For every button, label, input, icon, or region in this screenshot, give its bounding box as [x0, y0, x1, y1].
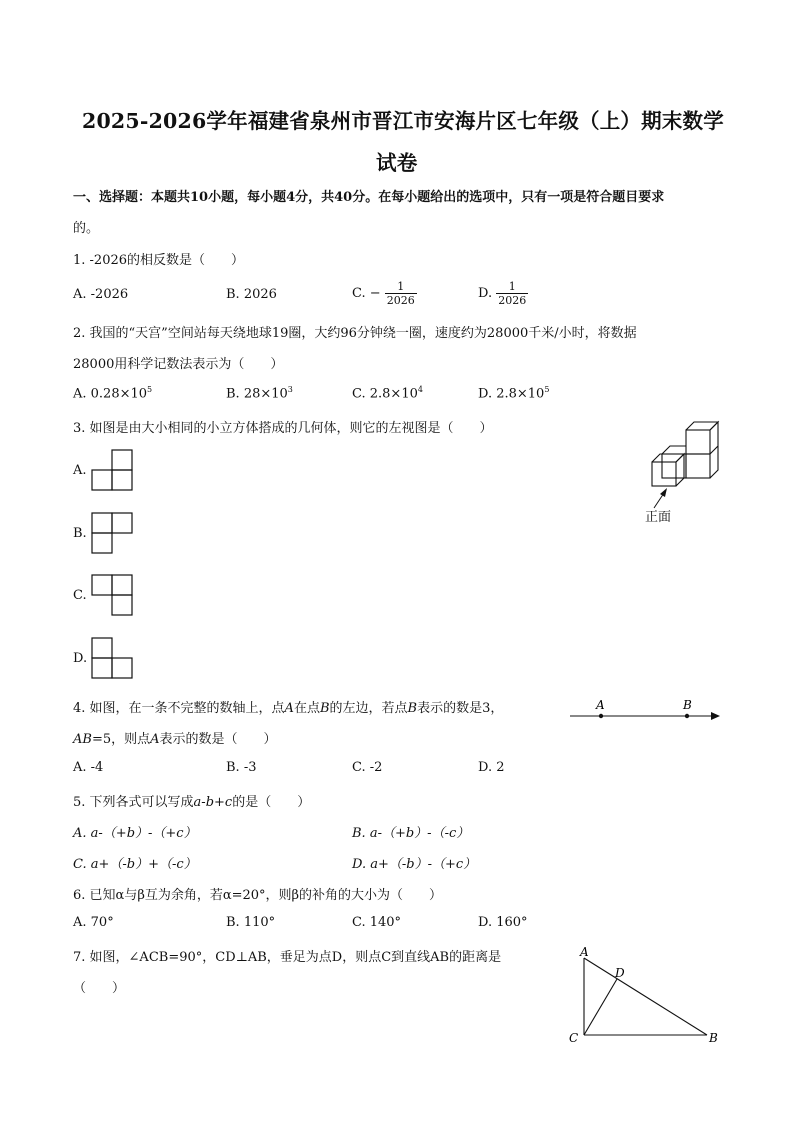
- question-4-line1: [73, 697, 503, 716]
- q1-option-a: A. -2026: [73, 287, 129, 302]
- q3-option-b-label: B.: [73, 526, 87, 541]
- q4-point-b: B: [319, 701, 330, 716]
- q5-stem-part2: 的是（ ）: [232, 795, 311, 810]
- question-7-line1: 7. 如图，∠ACB=90°，CD⊥AB，垂足为点D，则点C到直线AB的距离是: [73, 950, 502, 965]
- q3-front-view-label: 正面: [645, 510, 672, 525]
- q4-option-a: A. -4: [73, 760, 104, 775]
- q4-point-a-2: A: [150, 732, 160, 747]
- q5-stem-part1: 5. 下列各式可以写成: [73, 795, 194, 810]
- fraction-denominator: 2026: [386, 294, 415, 307]
- q1-option-d: [478, 280, 528, 307]
- q1-option-d-prefix: D.: [478, 286, 497, 301]
- q4-option-d: D. 2: [478, 760, 505, 775]
- fraction-numerator: 1: [397, 280, 405, 293]
- q4-option-b: B. -3: [226, 760, 257, 775]
- q5-option-d: D. a+（-b）-（+c）: [352, 857, 477, 872]
- question-1-stem: 1. -2026的相反数是（ ）: [73, 253, 245, 268]
- section-heading: 一、选择题：本题共10小题，每小题4分，共40分。在每小题给出的选项中，只有一项是符合题目要求: [73, 190, 665, 205]
- q3-option-c-label: C.: [73, 588, 87, 603]
- q2-option-c: [352, 385, 423, 401]
- q1-option-c-prefix: C. −: [352, 286, 381, 301]
- triangle-label-d: D: [615, 966, 625, 980]
- question-5-stem: [73, 791, 310, 810]
- q1-option-c: [352, 280, 417, 307]
- q3-option-a-label: A.: [73, 463, 87, 478]
- q4-line2-part2: 表示的数是（ ）: [159, 732, 277, 747]
- q6-option-d: D. 160°: [478, 915, 528, 930]
- q2-option-a-base: A. 0.28×10: [73, 386, 148, 402]
- q2-option-a: [73, 385, 152, 401]
- q4-line1-part2: 在点: [293, 701, 320, 716]
- q4-line1-part4: 表示的数是3，: [417, 701, 504, 716]
- q2-option-d: [478, 385, 549, 401]
- q1-option-c-fraction: [385, 280, 417, 307]
- fraction-numerator: 1: [508, 280, 516, 293]
- q6-option-c: C. 140°: [352, 915, 402, 930]
- question-6-stem: 6. 已知α与β互为余角，若α=20°，则β的补角的大小为（ ）: [73, 888, 443, 903]
- q1-option-b: B. 2026: [226, 287, 277, 302]
- page-title-line2: 试卷: [376, 151, 418, 175]
- q4-option-c: C. -2: [352, 760, 383, 775]
- q3-option-a-figure: [91, 449, 135, 493]
- q4-number-line-figure: [566, 694, 726, 724]
- point-b-dot: [685, 714, 689, 718]
- point-a-dot: [599, 714, 603, 718]
- q4-segment-ab: AB: [73, 732, 92, 747]
- q6-option-b: B. 110°: [226, 915, 276, 930]
- q5-stem-expression: a-b+c: [193, 795, 233, 810]
- q4-line2-part1: =5，则点: [91, 732, 151, 747]
- question-2-line1: 2. 我国的“天宫”空间站每天绕地球19圈，大约96分钟绕一圈，速度约为28000千米/小时，将数据: [73, 326, 637, 341]
- q2-option-d-exponent: 5: [544, 385, 550, 394]
- q5-option-a: A. a-（+b）-（+c）: [73, 826, 197, 841]
- q2-option-b: [226, 385, 293, 401]
- q1-option-d-fraction: [496, 280, 528, 307]
- q2-option-a-exponent: 5: [147, 385, 153, 394]
- q2-option-d-base: D. 2.8×10: [478, 386, 545, 402]
- q4-line1-part3: 的左边，若点: [329, 701, 408, 716]
- question-3-stem: 3. 如图是由大小相同的小立方体搭成的几何体，则它的左视图是（ ）: [73, 421, 493, 436]
- number-line-label-b: B: [683, 698, 692, 712]
- q4-point-a: A: [284, 701, 294, 716]
- fraction-denominator: 2026: [498, 294, 527, 307]
- q2-option-b-exponent: 3: [287, 385, 293, 394]
- q3-option-d-figure: [91, 637, 135, 681]
- q3-option-b-figure: [91, 512, 135, 556]
- triangle-label-a: A: [580, 945, 589, 959]
- question-7-line2: （ ）: [73, 981, 126, 996]
- q7-triangle-figure: [563, 944, 729, 1048]
- q2-option-b-base: B. 28×10: [226, 386, 288, 402]
- triangle-label-b: B: [709, 1031, 718, 1045]
- q6-option-a: A. 70°: [73, 915, 114, 930]
- triangle-label-c: C: [569, 1031, 579, 1045]
- q3-option-d-label: D.: [73, 651, 88, 666]
- number-line-arrow-icon: [711, 712, 720, 720]
- q5-option-c: C. a+（-b）+（-c）: [73, 857, 197, 872]
- q3-option-c-figure: [91, 574, 135, 618]
- q5-option-b: B. a-（+b）-（-c）: [352, 826, 470, 841]
- number-line-label-a: A: [596, 698, 605, 712]
- page-title-line1: 2025-2026学年福建省泉州市晋江市安海片区七年级（上）期末数学: [82, 109, 724, 133]
- question-2-line2: 28000用科学记数法表示为（ ）: [73, 357, 284, 372]
- q4-line1-part1: 4. 如图，在一条不完整的数轴上，点: [73, 701, 285, 716]
- question-4-line2: [73, 728, 277, 747]
- q2-option-c-base: C. 2.8×10: [352, 386, 418, 402]
- q4-point-b-2: B: [407, 701, 418, 716]
- q2-option-c-exponent: 4: [417, 385, 423, 394]
- section-heading-cont: 的。: [73, 221, 100, 236]
